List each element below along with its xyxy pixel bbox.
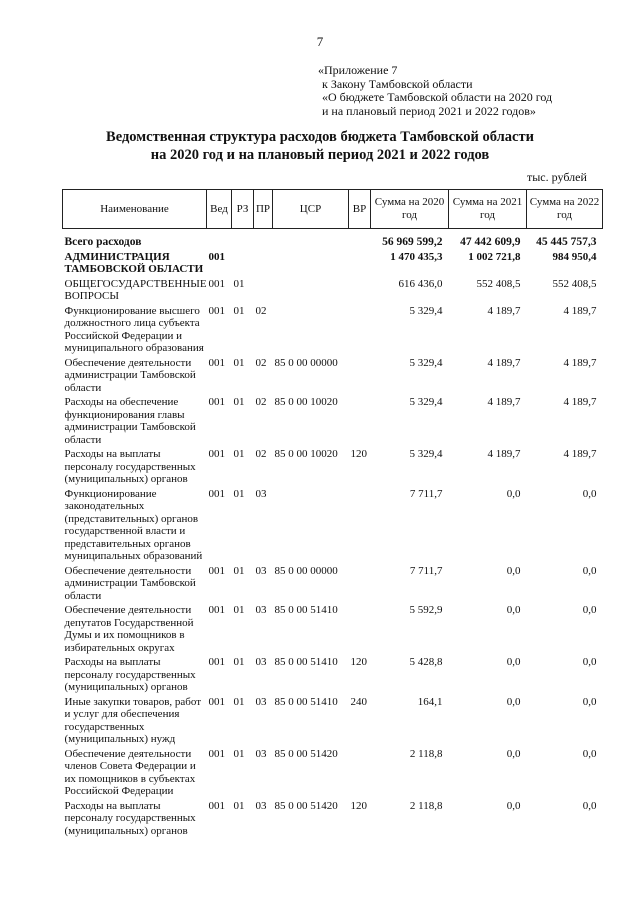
cell-vr — [349, 602, 371, 654]
header-rz: РЗ — [232, 190, 254, 229]
table-row — [63, 355, 603, 395]
cell-vr — [349, 276, 371, 303]
cell-vr — [349, 563, 371, 603]
cell-pr — [254, 229, 273, 249]
cell-pr: 02 — [255, 448, 267, 460]
cell-vr: 120 — [350, 656, 367, 668]
cell-name: Расходы на выплаты персоналу государственных (муниципальных) органов — [64, 656, 196, 693]
cell-ved: 001 — [208, 356, 225, 369]
table-row — [63, 654, 603, 694]
cell-pr: 03 — [255, 747, 267, 760]
cell-vr: 120 — [350, 448, 367, 460]
cell-csr: 85 0 00 51420 — [274, 799, 338, 812]
cell-vr — [349, 249, 371, 276]
cell-rz: 01 — [233, 448, 245, 460]
appendix-line: «О бюджете Тамбовской области на 2020 год — [322, 90, 553, 104]
cell-csr: 85 0 00 51420 — [274, 747, 338, 760]
cell-csr — [273, 276, 349, 303]
cell-rz: 01 — [233, 656, 245, 668]
cell-s2022: 0,0 — [582, 695, 597, 708]
cell-pr: 02 — [255, 356, 267, 369]
table-header-row — [63, 190, 603, 229]
cell-s2020: 5 428,8 — [409, 656, 443, 668]
cell-csr — [273, 486, 349, 563]
page-number: 7 — [316, 34, 324, 49]
cell-rz: 01 — [233, 747, 245, 760]
header-sum-2020: Сумма на 2020 год — [371, 190, 449, 229]
table-row — [63, 229, 603, 249]
cell-ved — [207, 229, 232, 249]
header-sum-2022: Сумма на 2022 год — [527, 190, 603, 229]
cell-vr — [349, 746, 371, 798]
header-ved: Вед — [207, 190, 232, 229]
cell-rz: 01 — [233, 604, 245, 616]
cell-s2021: 4 189,7 — [487, 304, 521, 317]
cell-pr — [254, 276, 273, 303]
cell-rz — [232, 229, 254, 249]
table-row — [63, 446, 603, 486]
cell-pr: 03 — [255, 487, 267, 500]
table-row — [63, 303, 603, 355]
cell-name: Иные закупки товаров, работ и услуг для обеспечения государственных (муниципальных) нужд — [64, 695, 202, 745]
cell-csr — [273, 303, 349, 355]
appendix-line: и на плановый период 2021 и 2022 годов» — [322, 103, 536, 118]
cell-s2022: 0,0 — [582, 747, 597, 760]
cell-s2020: 7 711,7 — [409, 487, 443, 500]
cell-s2021: 0,0 — [506, 695, 521, 708]
cell-s2020: 5 329,4 — [409, 356, 443, 369]
cell-s2022: 984 950,4 — [552, 250, 597, 263]
cell-ved: 001 — [208, 250, 225, 263]
cell-s2021: 0,0 — [506, 799, 521, 812]
cell-s2022: 552 408,5 — [552, 277, 597, 290]
cell-pr — [254, 249, 273, 276]
cell-pr: 03 — [255, 695, 267, 708]
cell-name: Всего расходов — [64, 236, 142, 248]
cell-rz: 01 — [233, 799, 245, 812]
cell-s2020: 5 329,4 — [409, 304, 443, 317]
cell-s2022: 0,0 — [582, 564, 597, 577]
cell-csr: 85 0 00 00000 — [274, 564, 338, 577]
cell-s2022: 45 445 757,3 — [536, 236, 597, 248]
cell-s2022: 4 189,7 — [563, 448, 597, 460]
cell-s2020: 56 969 599,2 — [382, 236, 443, 248]
cell-rz: 01 — [233, 487, 245, 500]
cell-s2020: 2 118,8 — [409, 799, 443, 812]
cell-name: Функционирование высшего должностного лица субъекта Российской Федерации и муниципального образования — [64, 304, 204, 354]
cell-s2020: 5 329,4 — [409, 396, 443, 408]
cell-rz — [232, 249, 254, 276]
cell-vr: 240 — [350, 695, 367, 708]
cell-name: АДМИНИСТРАЦИЯ ТАМБОВСКОЙ ОБЛАСТИ — [64, 250, 204, 275]
cell-rz: 01 — [233, 564, 245, 577]
cell-name: Обеспечение деятельности депутатов Государственной Думы и их помощников в избирательных округах — [64, 604, 194, 654]
cell-s2021: 4 189,7 — [487, 356, 521, 369]
table-row — [63, 249, 603, 276]
cell-pr: 02 — [255, 304, 267, 317]
cell-s2020: 164,1 — [417, 695, 443, 708]
cell-name: Расходы на обеспечение функционирования главы администрации Тамбовской области — [64, 396, 196, 446]
cell-s2020: 616 436,0 — [398, 277, 443, 290]
cell-csr: 85 0 00 51410 — [274, 656, 338, 668]
table-row — [63, 602, 603, 654]
cell-csr: 85 0 00 51410 — [274, 604, 338, 616]
appendix-line: «Приложение 7 — [318, 63, 398, 77]
table-row — [63, 486, 603, 563]
cell-s2021: 0,0 — [506, 604, 521, 616]
cell-s2020: 5 592,9 — [409, 604, 443, 616]
cell-ved: 001 — [208, 304, 225, 317]
cell-name: Обеспечение деятельности членов Совета Федерации и их помощников в субъектах Российской Федерации — [64, 747, 196, 797]
cell-s2020: 2 118,8 — [409, 747, 443, 760]
cell-ved: 001 — [208, 448, 225, 460]
cell-s2020: 5 329,4 — [409, 448, 443, 460]
cell-s2021: 0,0 — [506, 564, 521, 577]
cell-s2021: 0,0 — [506, 656, 521, 668]
table-row — [63, 746, 603, 798]
header-name: Наименование — [63, 190, 207, 229]
cell-name: Обеспечение деятельности администрации Тамбовской области — [64, 564, 196, 602]
cell-vr — [349, 486, 371, 563]
cell-vr — [349, 303, 371, 355]
cell-pr: 03 — [255, 604, 267, 616]
cell-ved: 001 — [208, 277, 225, 290]
title-line: Ведомственная структура расходов бюджета Тамбовской области — [106, 129, 534, 145]
cell-s2022: 4 189,7 — [563, 356, 597, 369]
cell-s2021: 0,0 — [506, 487, 521, 500]
cell-s2020: 7 711,7 — [409, 564, 443, 577]
cell-ved: 001 — [208, 487, 225, 500]
cell-vr — [349, 394, 371, 446]
cell-ved: 001 — [208, 656, 225, 668]
cell-s2022: 4 189,7 — [563, 304, 597, 317]
cell-s2022: 0,0 — [582, 799, 597, 812]
appendix-line: к Закону Тамбовской области — [322, 76, 473, 91]
cell-csr — [273, 249, 349, 276]
table-body — [63, 229, 603, 838]
header-csr: ЦСР — [273, 190, 349, 229]
cell-ved: 001 — [208, 396, 225, 408]
cell-s2022: 0,0 — [582, 487, 597, 500]
document-title — [0, 128, 640, 164]
table-row — [63, 276, 603, 303]
title-line: на 2020 год и на плановый период 2021 и 2022 годов — [150, 147, 490, 163]
cell-name: Функционирование законодательных (представительных) органов государственной власти и представительных органов муниципальных образований — [64, 487, 203, 562]
header-vr: ВР — [349, 190, 371, 229]
cell-ved: 001 — [208, 799, 225, 812]
cell-csr: 85 0 00 10020 — [274, 448, 338, 460]
table-row — [63, 694, 603, 746]
cell-rz: 01 — [233, 695, 245, 708]
cell-rz: 01 — [233, 396, 245, 408]
table-row — [63, 563, 603, 603]
cell-pr: 02 — [255, 396, 267, 408]
cell-s2021: 4 189,7 — [487, 396, 521, 408]
cell-s2021: 552 408,5 — [476, 277, 521, 290]
cell-vr — [349, 355, 371, 395]
cell-pr: 03 — [255, 564, 267, 577]
cell-vr: 120 — [350, 799, 367, 812]
cell-csr — [273, 229, 349, 249]
cell-name: Расходы на выплаты персоналу государственных (муниципальных) органов — [64, 799, 196, 837]
header-sum-2021: Сумма на 2021 год — [449, 190, 527, 229]
cell-ved: 001 — [208, 695, 225, 708]
cell-rz: 01 — [233, 304, 245, 317]
cell-ved: 001 — [208, 604, 225, 616]
cell-vr — [349, 229, 371, 249]
header-pr: ПР — [254, 190, 273, 229]
cell-s2020: 1 470 435,3 — [390, 250, 443, 263]
cell-s2021: 4 189,7 — [487, 448, 521, 460]
cell-ved: 001 — [208, 747, 225, 760]
cell-s2021: 47 442 609,9 — [460, 236, 521, 248]
cell-rz: 01 — [233, 277, 245, 290]
cell-name: Обеспечение деятельности администрации Тамбовской области — [64, 356, 196, 394]
appendix-note — [318, 64, 552, 118]
cell-pr: 03 — [255, 656, 267, 668]
cell-csr: 85 0 00 51410 — [274, 695, 338, 708]
cell-pr: 03 — [255, 799, 267, 812]
cell-rz: 01 — [233, 356, 245, 369]
units-label: тыс. рублей — [527, 170, 587, 184]
cell-s2022: 0,0 — [582, 656, 597, 668]
expenditure-table — [62, 189, 603, 837]
cell-csr: 85 0 00 00000 — [274, 356, 338, 369]
cell-csr: 85 0 00 10020 — [274, 396, 338, 408]
cell-name: Расходы на выплаты персоналу государственных (муниципальных) органов — [64, 448, 196, 485]
cell-s2022: 4 189,7 — [563, 396, 597, 408]
cell-s2022: 0,0 — [582, 604, 597, 616]
cell-ved: 001 — [208, 564, 225, 577]
cell-s2021: 1 002 721,8 — [468, 250, 521, 263]
table-row — [63, 394, 603, 446]
cell-s2021: 0,0 — [506, 747, 521, 760]
cell-name: ОБЩЕГОСУДАРСТВЕННЫЕ ВОПРОСЫ — [64, 277, 207, 302]
table-row — [63, 798, 603, 838]
